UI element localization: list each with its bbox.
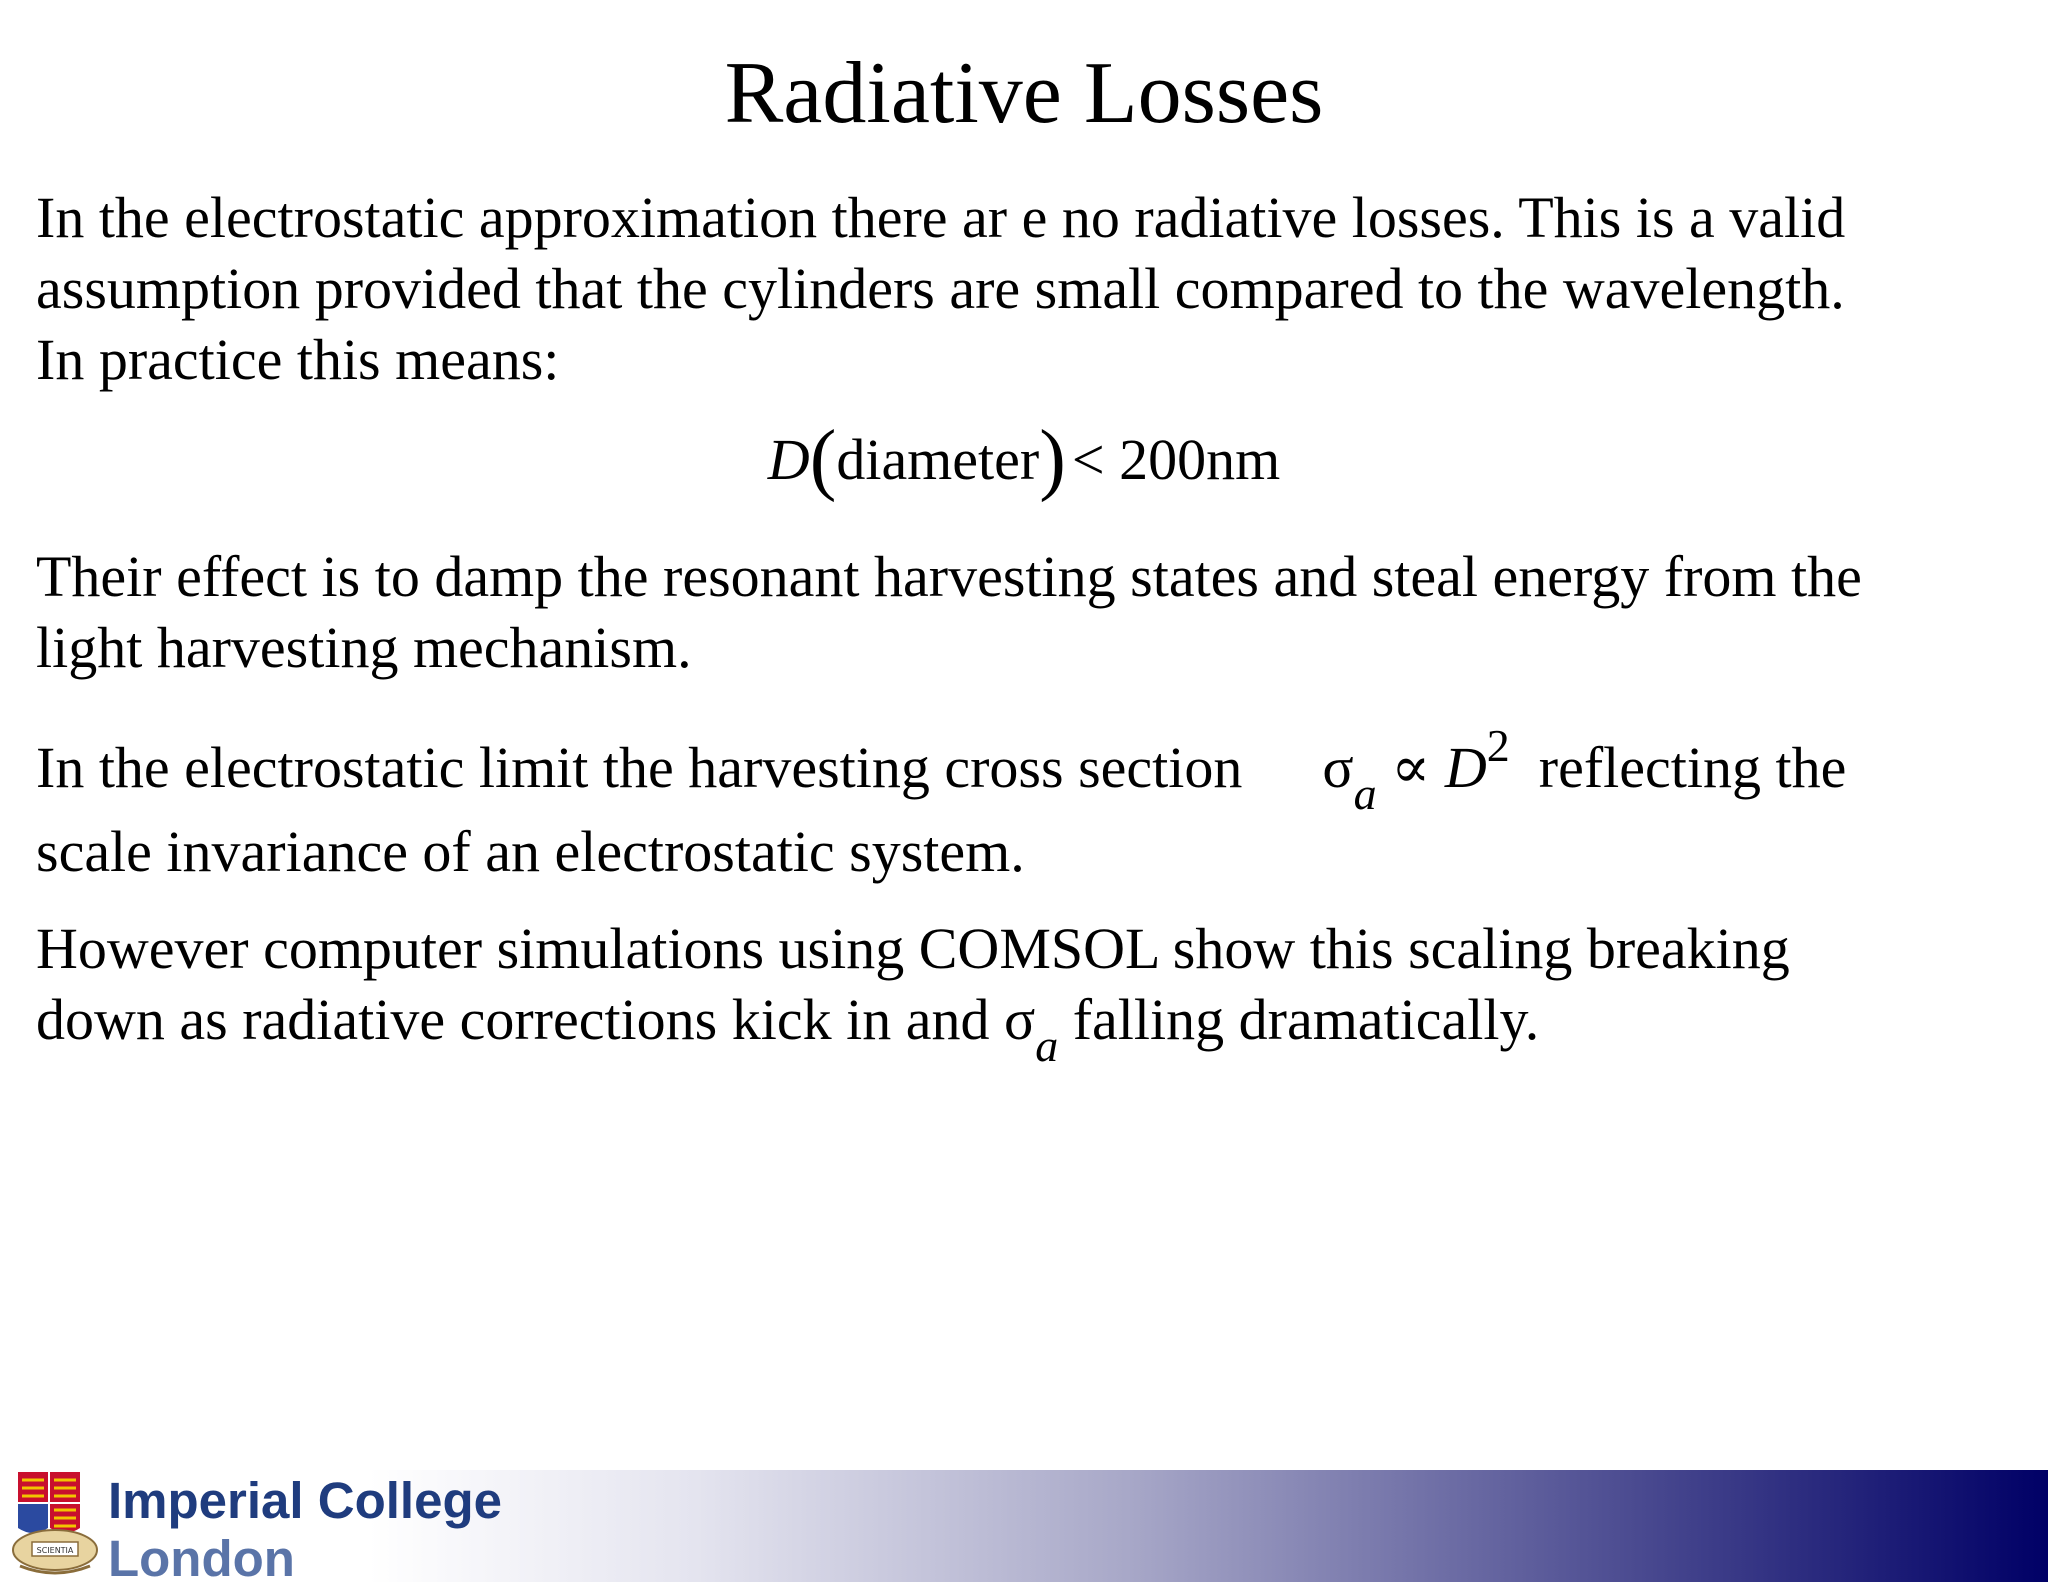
- paragraph-line: scale invariance of an electrostatic system.: [36, 819, 1025, 884]
- equation-close-paren: ): [1039, 415, 1066, 503]
- brand-line-2: London: [108, 1530, 295, 1587]
- paragraph-line: [36, 984, 2026, 1071]
- imperial-crest-logo: [10, 1470, 100, 1580]
- sigma-subscript: a: [1353, 768, 1377, 819]
- sigma-symbol: σ: [1322, 735, 1354, 800]
- paragraph-line: assumption provided that the cylinders are small compared to the wavelength.: [36, 256, 1845, 321]
- paragraph-damping-effect: [36, 541, 2026, 683]
- crest-scroll-text: SCIENTIA: [36, 1546, 74, 1555]
- paragraph-electrostatic-approximation: [36, 182, 2026, 395]
- paragraph-line: light harvesting mechanism.: [36, 615, 692, 680]
- diameter-condition-equation: [0, 415, 2048, 503]
- equation-open-paren: (: [809, 415, 837, 503]
- exponent: 2: [1486, 720, 1510, 771]
- sigma-subscript: a: [1035, 1020, 1059, 1071]
- equation-relation: < 200nm: [1071, 427, 1281, 492]
- paragraph-line: In the electrostatic approximation there ar e no radiative losses. This is a valid: [36, 185, 1846, 250]
- inline-text: In the electrostatic limit the harvesting cross section: [36, 735, 1243, 800]
- inline-text: falling dramatically.: [1058, 987, 1540, 1052]
- paragraph-comsol-simulations: [36, 913, 2026, 1071]
- proportional-symbol: ∝: [1376, 735, 1445, 800]
- paragraph-electrostatic-limit: [36, 720, 2026, 892]
- brand-line-1: Imperial College: [108, 1472, 502, 1529]
- equation-variable: D: [767, 427, 810, 492]
- diameter-variable: D: [1444, 735, 1487, 800]
- slide-title: Radiative Losses: [724, 45, 1324, 142]
- paragraph-line: However computer simulations using COMSOL show this scaling breaking: [36, 916, 1790, 981]
- sigma-symbol: σ: [1003, 987, 1036, 1052]
- equation-word: diameter: [836, 427, 1040, 492]
- inline-text: reflecting the: [1538, 735, 1847, 800]
- inline-text: down as radiative corrections kick in and: [36, 987, 1004, 1052]
- paragraph-line: Their effect is to damp the resonant harvesting states and steal energy from the: [36, 544, 1862, 609]
- imperial-college-wordmark: [108, 1472, 502, 1588]
- paragraph-line: [36, 720, 2026, 819]
- paragraph-line: In practice this means:: [36, 327, 560, 392]
